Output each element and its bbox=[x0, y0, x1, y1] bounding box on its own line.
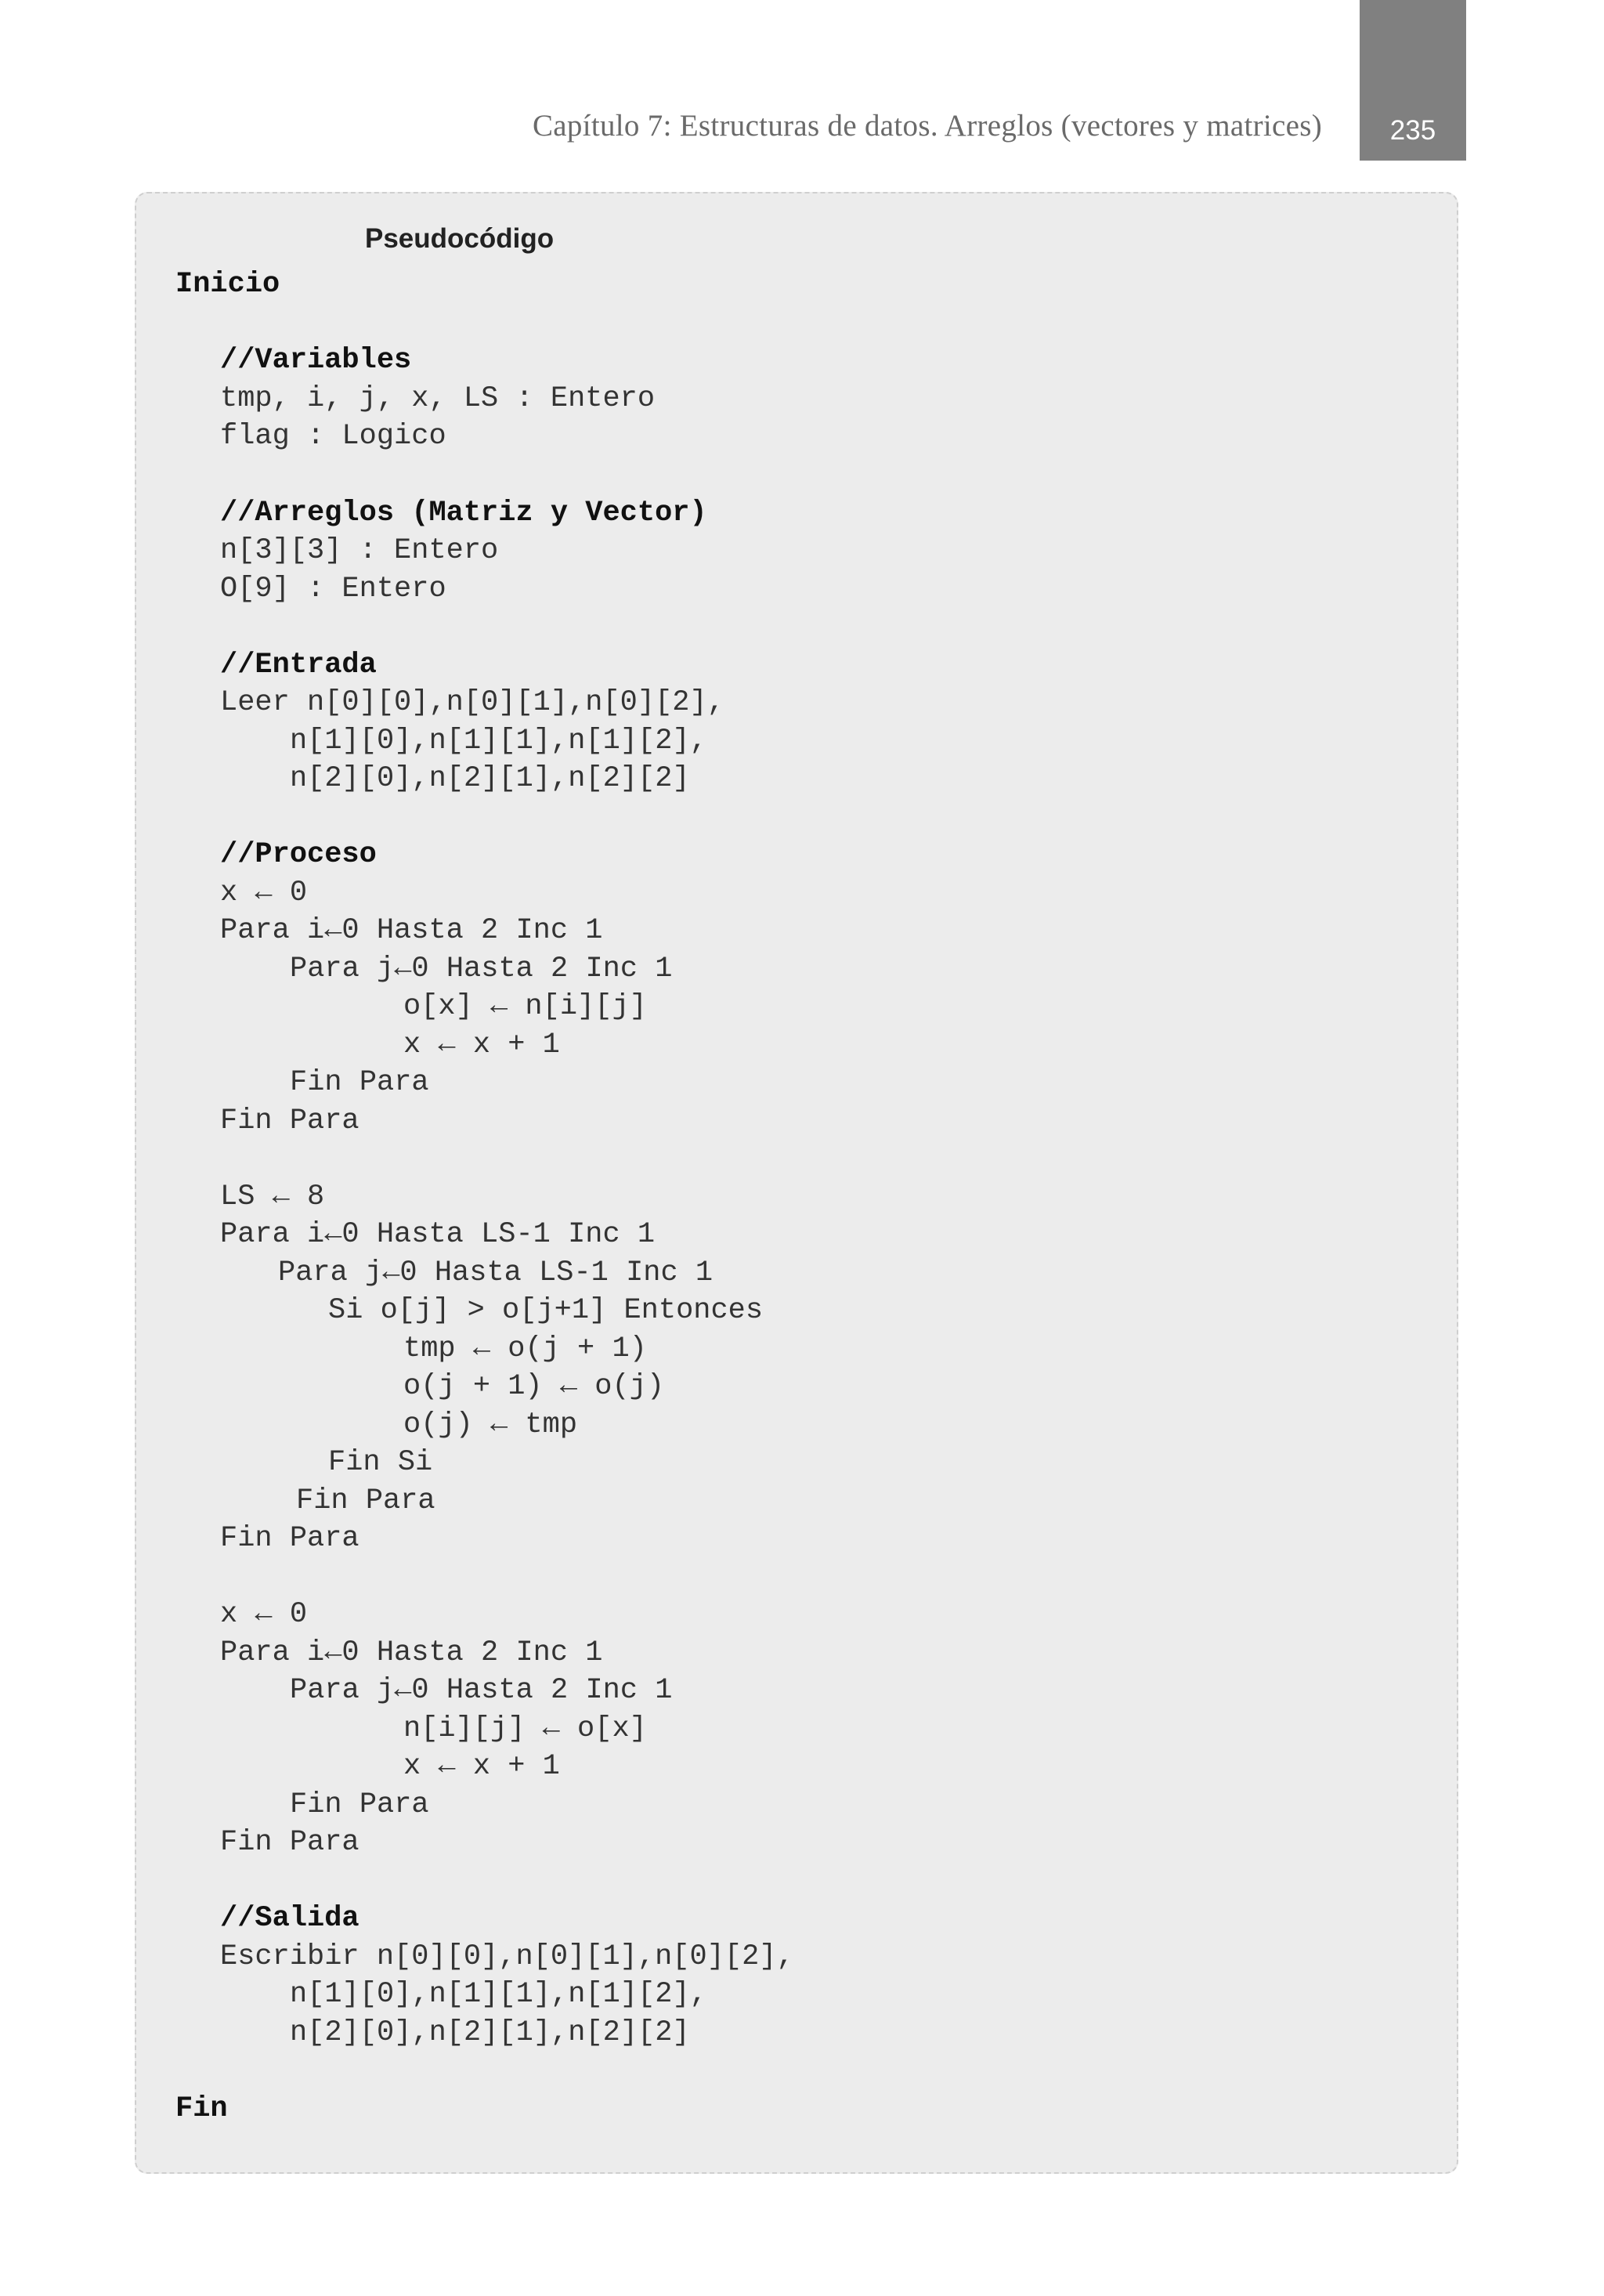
page-number-tab bbox=[1360, 0, 1466, 161]
pseudocode-box bbox=[135, 192, 1458, 2174]
comment-variables: //Variables bbox=[220, 344, 412, 377]
comment-entrada: //Entrada bbox=[220, 649, 377, 682]
code-line: n[2][0],n[2][1],n[2][2] bbox=[290, 2016, 690, 2049]
code-line: n[3][3] : Entero bbox=[220, 534, 499, 567]
code-line: Para i←0 Hasta LS-1 Inc 1 bbox=[220, 1218, 656, 1251]
code-line: n[i][j] ← o[x] bbox=[403, 1712, 647, 1745]
code-line: o[x] ← n[i][j] bbox=[403, 990, 647, 1023]
code-line: o(j + 1) ← o(j) bbox=[403, 1370, 665, 1403]
chapter-title: Capítulo 7: Estructuras de datos. Arreglos (vectores y matrices) bbox=[532, 109, 1322, 143]
code-line: n[1][0],n[1][1],n[1][2], bbox=[290, 725, 707, 757]
code-line: Para i←0 Hasta 2 Inc 1 bbox=[220, 914, 603, 947]
code-line: Fin Para bbox=[220, 1105, 359, 1137]
code-line: Para j←0 Hasta 2 Inc 1 bbox=[290, 953, 673, 985]
code-line: Leer n[0][0],n[0][1],n[0][2], bbox=[220, 686, 724, 719]
code-line-fin: Fin bbox=[175, 2092, 228, 2125]
code-line: Fin Para bbox=[290, 1788, 429, 1821]
code-line-inicio: Inicio bbox=[175, 268, 280, 301]
code-line: Si o[j] > o[j+1] Entonces bbox=[328, 1294, 764, 1327]
code-line: O[9] : Entero bbox=[220, 573, 446, 606]
pseudocode-title: Pseudocódigo bbox=[365, 223, 555, 254]
code-line: Para i←0 Hasta 2 Inc 1 bbox=[220, 1636, 603, 1669]
code-line: Escribir n[0][0],n[0][1],n[0][2], bbox=[220, 1940, 794, 1973]
comment-salida: //Salida bbox=[220, 1902, 359, 1935]
comment-arreglos: //Arreglos (Matriz y Vector) bbox=[220, 497, 707, 530]
code-line: n[1][0],n[1][1],n[1][2], bbox=[290, 1978, 707, 2011]
code-line: Fin Para bbox=[290, 1066, 429, 1099]
code-line: x ← x + 1 bbox=[403, 1750, 560, 1783]
code-line: Fin Para bbox=[220, 1522, 359, 1555]
code-line: Para j←0 Hasta 2 Inc 1 bbox=[290, 1674, 673, 1707]
code-line: tmp, i, j, x, LS : Entero bbox=[220, 382, 656, 415]
code-line: LS ← 8 bbox=[220, 1181, 325, 1213]
code-line: Fin Para bbox=[296, 1484, 435, 1517]
code-line: Fin Para bbox=[220, 1826, 359, 1859]
code-line: x ← 0 bbox=[220, 1598, 308, 1631]
code-line: o(j) ← tmp bbox=[403, 1408, 578, 1441]
code-line: n[2][0],n[2][1],n[2][2] bbox=[290, 762, 690, 795]
code-line: x ← x + 1 bbox=[403, 1029, 560, 1061]
code-line: tmp ← o(j + 1) bbox=[403, 1332, 647, 1365]
code-line: Fin Si bbox=[328, 1446, 433, 1479]
page-number: 235 bbox=[1389, 115, 1436, 146]
code-line: flag : Logico bbox=[220, 420, 446, 453]
code-line: Para j←0 Hasta LS-1 Inc 1 bbox=[278, 1256, 713, 1289]
code-line: x ← 0 bbox=[220, 877, 308, 909]
comment-proceso: //Proceso bbox=[220, 838, 377, 871]
